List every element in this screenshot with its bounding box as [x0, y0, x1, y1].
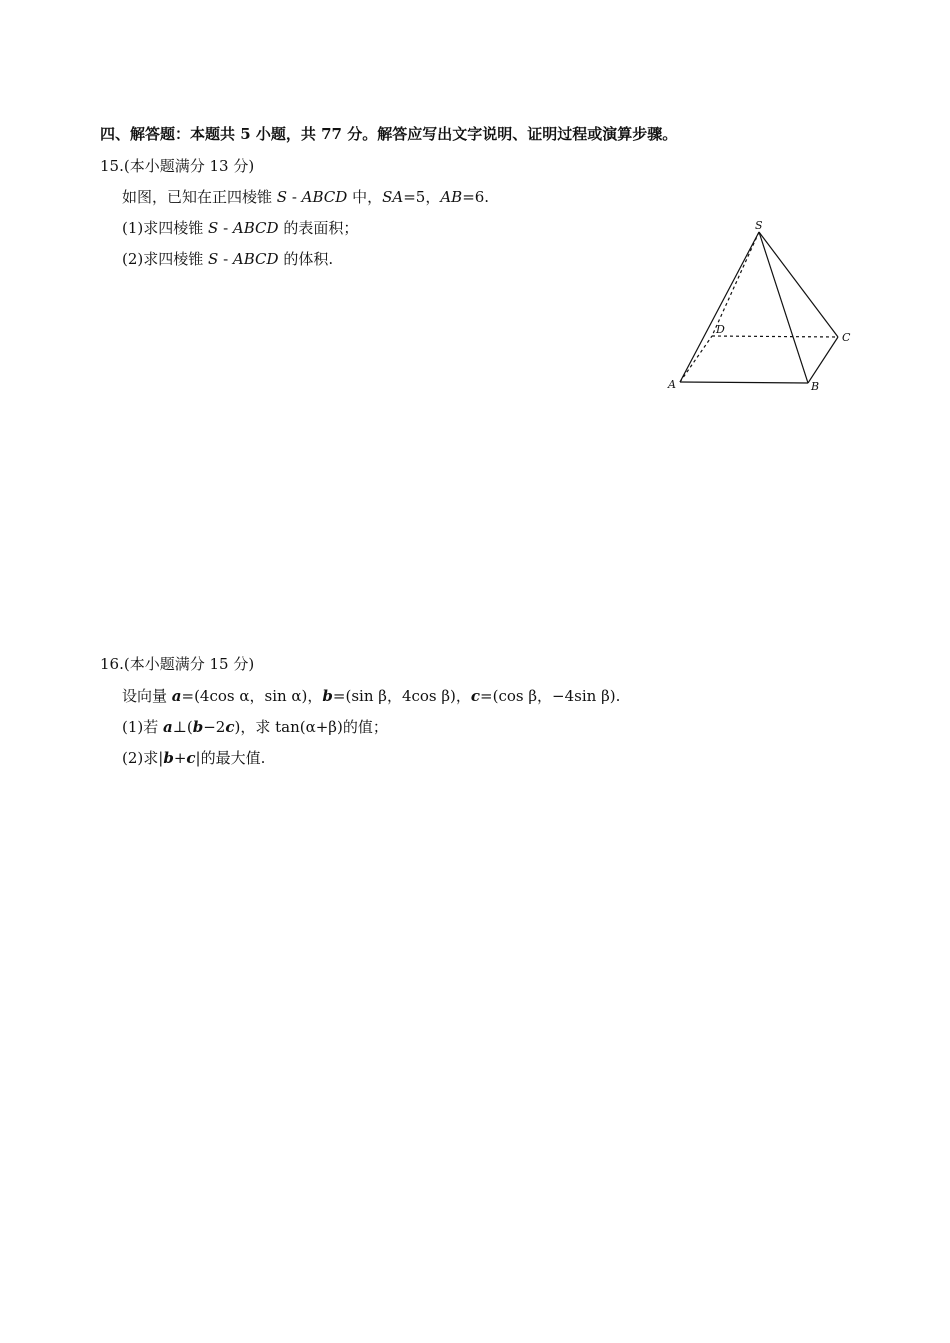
question-score: (本小题满分 15 分) [123, 655, 255, 673]
edge-sd-hidden [712, 232, 759, 336]
vertex-label-d: D [716, 323, 725, 336]
solid-base: ABCD [232, 219, 279, 237]
plus-symbol: + [173, 749, 187, 767]
section-title: 四、解答题：本题共 5 小题，共 77 分。解答应写出文字说明、证明过程或演算步骤。 [100, 125, 678, 143]
question-score: (本小题满分 13 分) [123, 157, 255, 175]
edge-sc [759, 232, 838, 337]
question-15-header [100, 156, 254, 176]
vector-c: c [470, 687, 481, 705]
part-text: 的体积. [278, 250, 334, 268]
vertex-label-c: C [842, 331, 851, 344]
vector-a-definition: =(4cos α，sin α)， [181, 687, 323, 705]
question-16-stem [122, 686, 620, 706]
question-16-header [100, 654, 254, 674]
stem-text: =5， [403, 188, 441, 206]
stem-text: 如图，已知在正四棱锥 [122, 188, 277, 206]
question-number: 16. [100, 655, 124, 673]
vector-c: c [225, 718, 235, 736]
pyramid-figure [660, 214, 860, 398]
question-15-part-1 [122, 218, 358, 238]
solid-apex: S [276, 188, 288, 206]
edge-ab [680, 382, 808, 383]
vector-b: b [192, 718, 204, 736]
edge-sa [680, 232, 759, 382]
dash: - [218, 219, 233, 237]
solid-apex: S [208, 250, 219, 268]
vertex-label-a: A [668, 378, 676, 391]
part-text: (2)求| [122, 749, 164, 767]
stem-text: 中， [347, 188, 383, 206]
edge-ad-hidden [680, 336, 712, 382]
part-text: )，求 tan(α+β)的值； [234, 718, 388, 736]
solid-apex: S [208, 219, 219, 237]
solid-base: ABCD [301, 188, 348, 206]
part-text: (1)求四棱锥 [122, 219, 209, 237]
question-15-part-2 [122, 249, 333, 269]
part-text: (2)求四棱锥 [122, 250, 209, 268]
edge-bc [808, 337, 838, 383]
vector-b-definition: =(sin β，4cos β)， [332, 687, 471, 705]
part-text: (1)若 [122, 718, 164, 736]
stem-text: 设向量 [122, 687, 172, 705]
dash: - [287, 188, 302, 206]
segment-ab: AB [440, 188, 463, 206]
question-16-part-2 [122, 748, 265, 768]
vector-b: b [322, 687, 333, 705]
question-16-part-1 [122, 717, 388, 737]
stem-text: =6. [462, 188, 490, 206]
vector-b: b [163, 749, 174, 767]
part-text: 的表面积； [278, 219, 359, 237]
vertex-label-s: S [755, 219, 763, 232]
perpendicular-symbol: ⊥( [172, 718, 193, 736]
part-text: −2 [203, 718, 226, 736]
solid-base: ABCD [232, 250, 279, 268]
edge-sb [759, 232, 808, 383]
question-number: 15. [100, 157, 124, 175]
part-text: |的最大值. [195, 749, 266, 767]
dash: - [218, 250, 233, 268]
vector-c: c [186, 749, 196, 767]
edge-dc-hidden [712, 336, 838, 337]
vector-c-definition: =(cos β，−4sin β). [480, 687, 621, 705]
vertex-label-b: B [811, 380, 820, 393]
segment-sa: SA [382, 188, 404, 206]
vector-a: a [163, 718, 173, 736]
vector-a: a [171, 687, 182, 705]
question-15-stem [122, 187, 489, 207]
